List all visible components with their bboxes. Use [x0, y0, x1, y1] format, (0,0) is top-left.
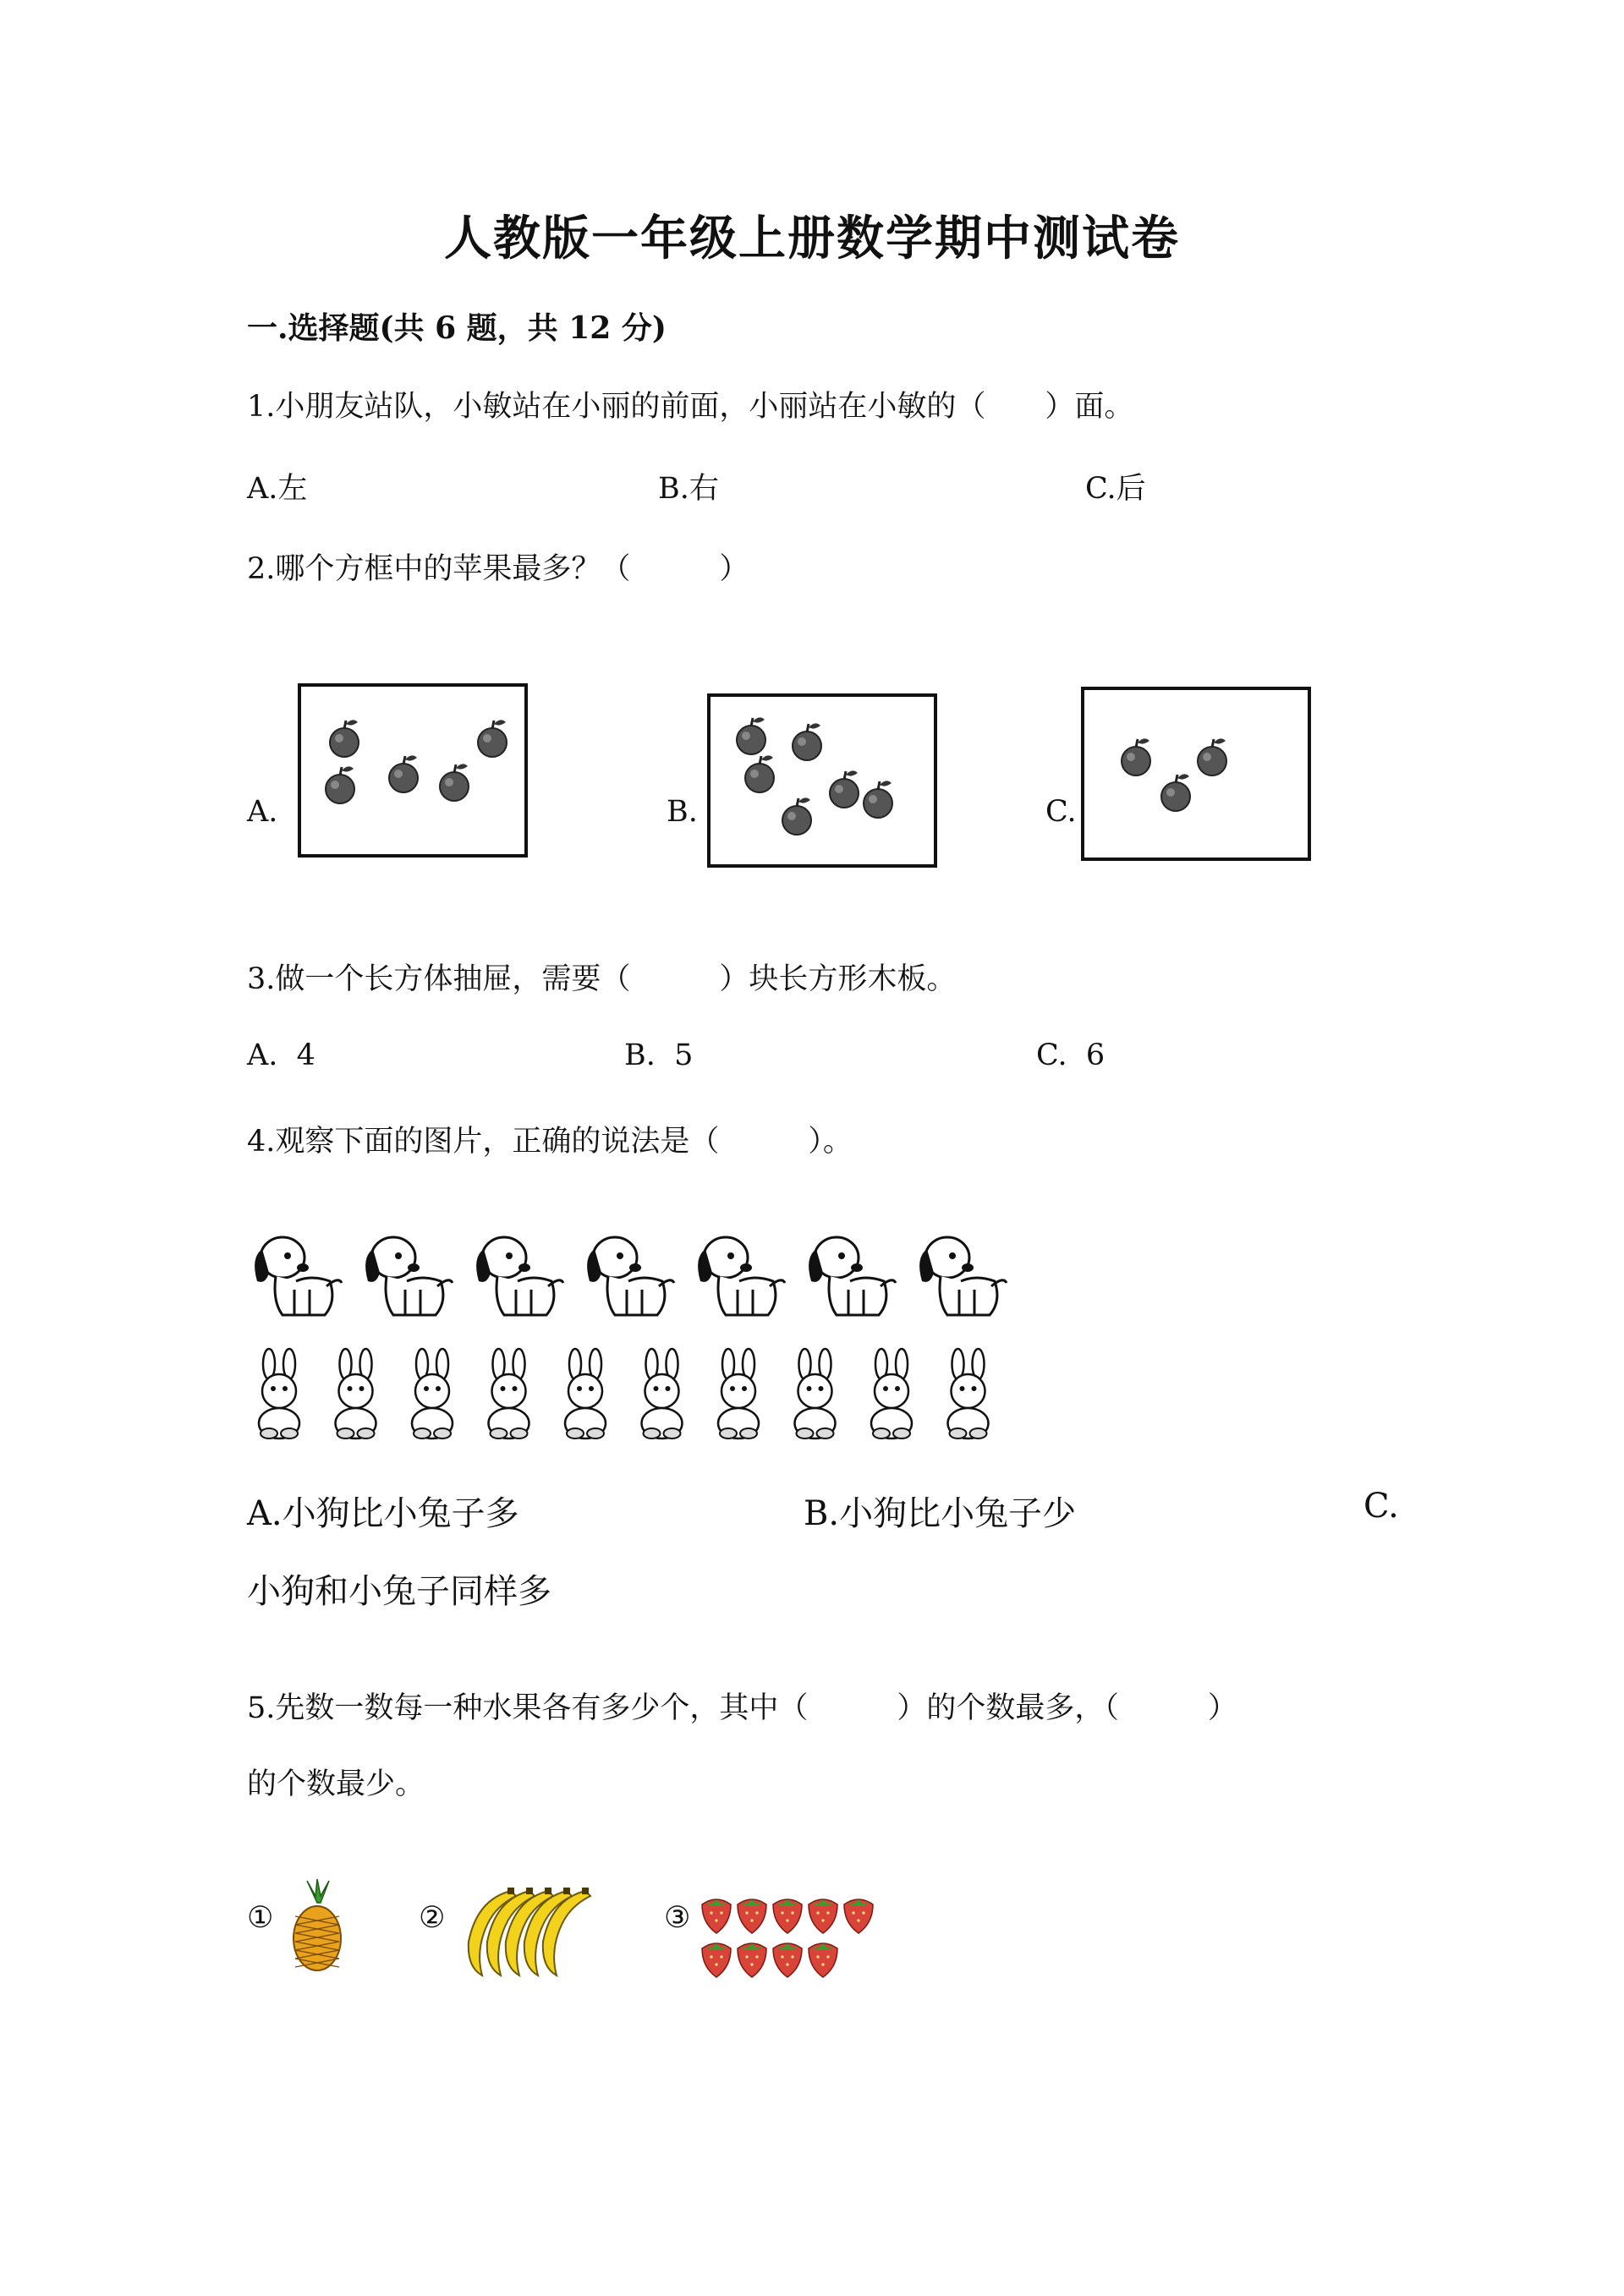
q2-box-b[interactable]	[707, 693, 937, 868]
question-5-cont: 的个数最少。	[247, 1767, 425, 1801]
question-3: 3.做一个长方体抽屉，需要（ ）块长方形木板。	[247, 962, 957, 996]
apple-icon	[793, 723, 821, 760]
rabbit-icon	[642, 1349, 683, 1438]
rabbit-row	[247, 1349, 1025, 1442]
rabbit-icon	[565, 1349, 606, 1438]
q1-option-a[interactable]: A.左	[247, 472, 308, 506]
strawberry-icon	[702, 1943, 731, 1977]
q2-box-a[interactable]	[298, 683, 528, 858]
q4-option-b[interactable]: B.小狗比小兔子少	[804, 1494, 1077, 1533]
q2-option-a[interactable]: A.	[247, 795, 278, 829]
apple-icon	[737, 717, 765, 754]
rabbit-icon	[489, 1349, 529, 1438]
apple-icon	[830, 770, 859, 808]
rabbit-icon	[795, 1349, 836, 1438]
apple-icon	[440, 764, 469, 801]
q2-box-c[interactable]	[1081, 687, 1311, 861]
question-1: 1.小朋友站队，小敏站在小丽的前面，小丽站在小敏的（ ）面。	[247, 390, 1134, 424]
strawberry-icon	[738, 1943, 766, 1977]
pineapple-group	[283, 1879, 351, 1972]
pineapple-icon	[294, 1879, 341, 1970]
strawberry-icon	[809, 1943, 837, 1977]
question-5: 5.先数一数每一种水果各有多少个，其中（ ）的个数最多，（ ）	[247, 1691, 1237, 1725]
dog-icon	[365, 1237, 453, 1315]
question-4: 4.观察下面的图片，正确的说法是（ ）。	[247, 1125, 853, 1159]
strawberry-icon	[773, 1899, 802, 1933]
question-2: 2.哪个方框中的苹果最多？（ ）	[247, 552, 749, 586]
apple-icon	[864, 781, 892, 818]
q1-option-c[interactable]: C.后	[1085, 472, 1146, 506]
rabbit-icon	[948, 1349, 989, 1438]
rabbit-icon	[412, 1349, 453, 1438]
rabbit-icon	[336, 1349, 376, 1438]
apples-a	[326, 720, 507, 803]
apple-icon	[745, 755, 774, 792]
q3-option-a[interactable]: A. 4	[247, 1038, 315, 1072]
dog-icon	[919, 1237, 1007, 1315]
dog-icon	[698, 1237, 785, 1315]
apples-c	[1122, 738, 1226, 811]
dog-icon	[809, 1237, 896, 1315]
rabbit-icon	[718, 1349, 759, 1438]
fruit-label-3: ③	[664, 1901, 691, 1935]
dog-icon	[587, 1237, 674, 1315]
strawberry-group	[698, 1886, 884, 1979]
apples-b	[737, 717, 892, 835]
q3-option-b[interactable]: B. 5	[624, 1038, 694, 1072]
q3-option-c[interactable]: C. 6	[1036, 1038, 1106, 1072]
q1-option-b[interactable]: B.右	[658, 472, 719, 506]
apple-icon	[478, 720, 507, 757]
q4-option-c[interactable]: C.	[1363, 1487, 1399, 1526]
apple-icon	[326, 766, 354, 803]
strawberry-icon	[738, 1899, 766, 1933]
section-header: 一.选择题(共 6 题，共 12 分)	[247, 310, 667, 346]
q4-option-a[interactable]: A.小狗比小兔子多	[247, 1494, 519, 1533]
apple-icon	[1122, 738, 1150, 775]
dog-icon	[255, 1237, 342, 1315]
rabbit-icon	[871, 1349, 912, 1438]
dog-icon	[476, 1237, 563, 1315]
strawberry-icon	[773, 1943, 802, 1977]
rabbit-icon	[259, 1349, 299, 1438]
page-title: 人教版一年级上册数学期中测试卷	[444, 211, 1180, 266]
fruit-label-1: ①	[247, 1901, 274, 1935]
apple-icon	[330, 720, 359, 757]
q2-option-b[interactable]: B.	[667, 795, 698, 829]
q4-option-c-text: 小狗和小兔子同样多	[247, 1572, 551, 1611]
fruit-label-2: ②	[419, 1901, 446, 1935]
dog-row	[247, 1230, 1025, 1323]
strawberry-icon	[702, 1899, 731, 1933]
strawberry-icon	[809, 1899, 837, 1933]
apple-icon	[389, 755, 418, 792]
apple-icon	[782, 797, 811, 835]
apple-icon	[1161, 774, 1190, 811]
q2-option-c[interactable]: C.	[1045, 795, 1077, 829]
strawberry-icon	[844, 1899, 873, 1933]
banana-group	[457, 1884, 592, 1977]
apple-icon	[1198, 738, 1226, 775]
